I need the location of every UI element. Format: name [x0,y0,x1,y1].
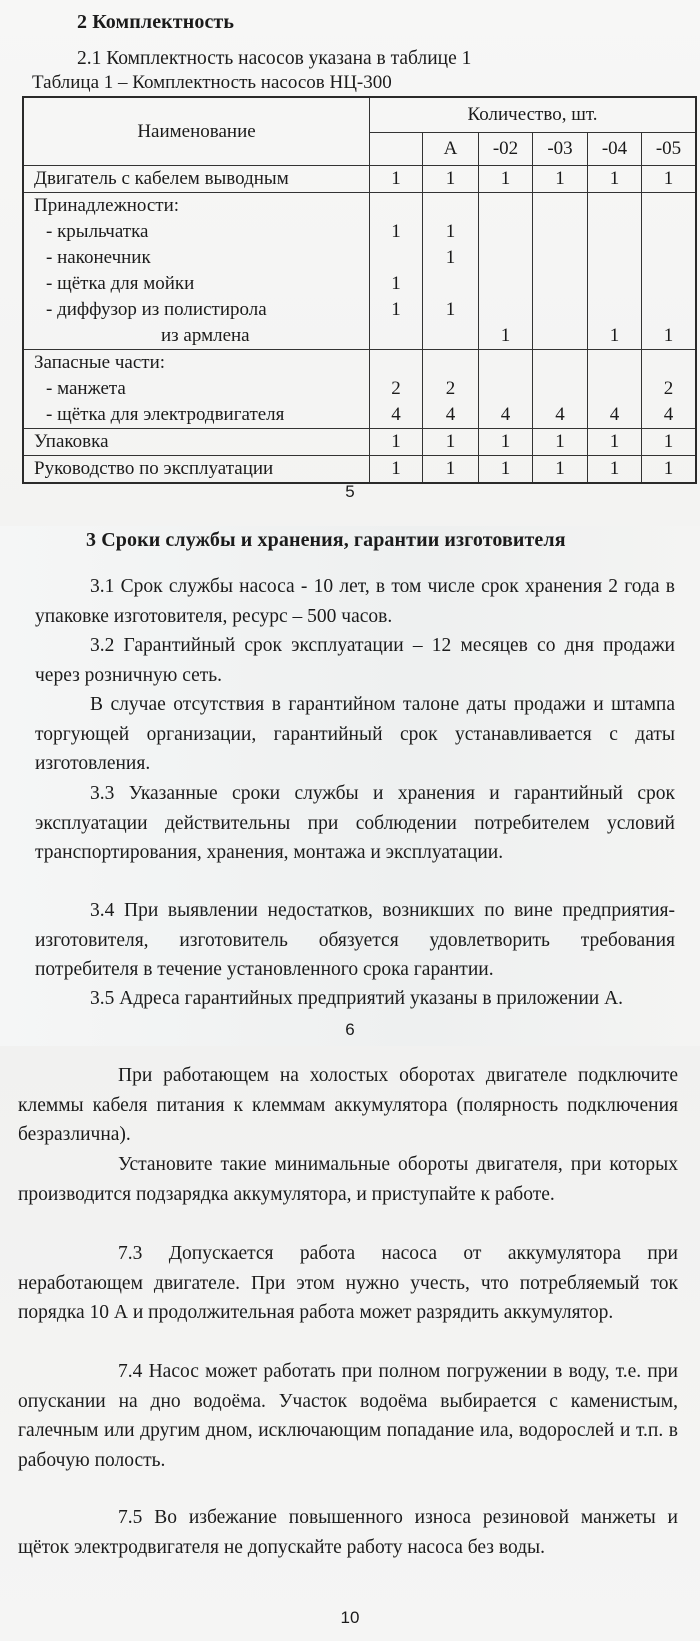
quantity-cell: 1 [642,429,697,456]
page-number: 10 [340,1608,360,1627]
header-name: Наименование [23,97,370,166]
table-row [23,193,696,220]
quantity-cell: 1 [423,166,479,193]
quantity-cell: 1 [479,429,533,456]
quantity-cell: 1 [642,166,697,193]
table-row [23,245,696,271]
variant-header: -03 [533,133,588,166]
header-quantity: Количество, шт. [370,97,697,133]
variant-header: А [423,133,479,166]
intro-paragraph: 2.1 Комплектность насосов указана в таблице 1 [77,48,472,69]
page-number: 6 [345,1020,355,1039]
table-row [23,402,696,429]
table-body [23,166,696,484]
page-number: 5 [345,482,355,501]
table-row [23,323,696,350]
paragraph-connect-terminals: При работающем на холостых оборотах двигателе подключите клеммы кабеля питания к клеммам аккумулятора (полярность подключения безразлична). [18,1065,678,1145]
quantity-cell: 1 [479,456,533,484]
row-label: из армлена [161,325,250,346]
quantity-cell [533,297,588,323]
section-title-completeness: 2 Комплектность [77,11,235,33]
quantity-cell [533,193,588,220]
quantity-cell [370,245,423,271]
quantity-cell [642,297,697,323]
page-6 [0,526,700,1046]
row-label: Руководство по эксплуатации [34,458,274,479]
table-row [23,219,696,245]
quantity-cell [533,271,588,297]
quantity-cell [479,350,533,377]
row-label: - крыльчатка [46,221,149,242]
quantity-cell [642,350,697,377]
quantity-cell [642,271,697,297]
quantity-cell: 1 [479,323,533,350]
table-row [23,297,696,323]
paragraph-no-date: В случае отсутствия в гарантийном талоне даты продажи и штампа торгующей организации, гарантийный срок устанавливается с даты изготовления. [35,694,675,774]
variant-header [370,133,423,166]
quantity-cell [423,193,479,220]
quantity-cell [533,323,588,350]
quantity-cell [642,245,697,271]
row-label: - щётка для электродвигателя [46,404,285,425]
quantity-cell [423,350,479,377]
quantity-cell [370,323,423,350]
variant-header: -04 [588,133,642,166]
quantity-cell: 1 [370,271,423,297]
quantity-cell: 1 [588,166,642,193]
section-title-warranty: 3 Сроки службы и хранения, гарантии изготовителя [86,529,566,551]
quantity-cell: 1 [588,429,642,456]
quantity-cell [533,245,588,271]
row-label: Запасные части: [34,352,166,373]
table-row [23,271,696,297]
quantity-cell: 1 [423,219,479,245]
variant-header: -05 [642,133,697,166]
paragraph-3-5: 3.5 Адреса гарантийных предприятий указаны в приложении А. [90,988,624,1009]
table-row [23,456,696,484]
quantity-cell [479,193,533,220]
quantity-cell [370,193,423,220]
table-row [23,429,696,456]
quantity-cell [533,376,588,402]
paragraph-3-3: 3.3 Указанные сроки службы и хранения и гарантийный срок эксплуатации действительны при соблюдении потребителем условий транспортирования, хранения, монтажа и эксплуатации. [35,783,675,863]
quantity-cell: 1 [370,166,423,193]
quantity-cell: 1 [370,219,423,245]
quantity-cell: 1 [533,429,588,456]
row-label: - диффузор из полистирола [46,299,267,320]
paragraph-7-3: 7.3 Допускается работа насоса от аккумулятора при неработающем двигателе. При этом нужно учесть, что потребляемый ток порядка 10 А и продолжительная работа может разрядить аккумулятор. [18,1243,678,1323]
quantity-cell [588,376,642,402]
quantity-cell: 1 [370,297,423,323]
quantity-cell: 4 [370,402,423,429]
quantity-cell: 1 [588,456,642,484]
quantity-cell: 1 [423,456,479,484]
row-label: Двигатель с кабелем выводным [34,168,289,189]
quantity-cell: 1 [642,456,697,484]
quantity-cell: 1 [479,166,533,193]
quantity-cell: 2 [370,376,423,402]
quantity-cell: 1 [533,456,588,484]
page-10 [0,1046,700,1641]
table-caption: Таблица 1 – Комплектность насосов НЦ-300 [32,72,392,93]
quantity-cell: 2 [423,376,479,402]
quantity-cell: 4 [423,402,479,429]
variant-header: -02 [479,133,533,166]
quantity-cell: 1 [533,166,588,193]
quantity-cell: 4 [588,402,642,429]
row-label: - щётка для мойки [46,273,195,294]
paragraph-3-2: 3.2 Гарантийный срок эксплуатации – 12 месяцев со дня продажи через розничную сеть. [35,635,675,686]
quantity-cell: 1 [370,429,423,456]
quantity-cell: 1 [370,456,423,484]
quantity-cell [588,245,642,271]
quantity-cell: 2 [642,376,697,402]
table-row [23,376,696,402]
row-label: - манжета [46,378,126,399]
table-row [23,350,696,377]
paragraph-min-rpm: Установите такие минимальные обороты двигателя, при которых производится подзарядка аккумулятора, и приступайте к работе. [18,1154,678,1205]
paragraph-7-5: 7.5 Во избежание повышенного износа резиновой манжеты и щёток электродвигателя не допускайте работу насоса без воды. [18,1507,678,1558]
quantity-cell [642,219,697,245]
quantity-cell [370,350,423,377]
quantity-cell [423,271,479,297]
quantity-cell [423,323,479,350]
paragraph-3-4: 3.4 При выявлении недостатков, возникших по вине предприятия-изготовителя, изготовитель обязуется удовлетворить требования потребителя в течение установленного срока гарантии. [35,900,675,980]
row-label: - наконечник [46,247,151,268]
quantity-cell: 1 [423,245,479,271]
quantity-cell [479,297,533,323]
quantity-cell: 4 [533,402,588,429]
quantity-cell [588,297,642,323]
quantity-cell: 1 [423,297,479,323]
paragraph-7-4: 7.4 Насос может работать при полном погружении в воду, т.е. при опускании на дно водоёма. Участок водоёма выбирается с каменистым, галечным или другим дном, исключающим попадание ила, водорослей и т.п. в рабочую полость. [18,1361,678,1471]
row-label: Упаковка [34,431,109,452]
quantity-cell: 1 [642,323,697,350]
quantity-cell [588,219,642,245]
quantity-cell: 1 [588,323,642,350]
quantity-cell [479,245,533,271]
completeness-table [22,96,697,484]
quantity-cell [588,271,642,297]
quantity-cell [479,271,533,297]
quantity-cell [533,350,588,377]
table-row [23,166,696,193]
quantity-cell [588,193,642,220]
quantity-cell [533,219,588,245]
row-label: Принадлежности: [34,195,180,216]
quantity-cell [642,193,697,220]
page-5 [0,0,700,526]
paragraph-3-1: 3.1 Срок службы насоса - 10 лет, в том числе срок хранения 2 года в упаковке изготовителя, ресурс – 500 часов. [35,576,675,627]
quantity-cell [479,376,533,402]
quantity-cell: 4 [642,402,697,429]
quantity-cell: 1 [423,429,479,456]
quantity-cell: 4 [479,402,533,429]
quantity-cell [588,350,642,377]
quantity-cell [479,219,533,245]
